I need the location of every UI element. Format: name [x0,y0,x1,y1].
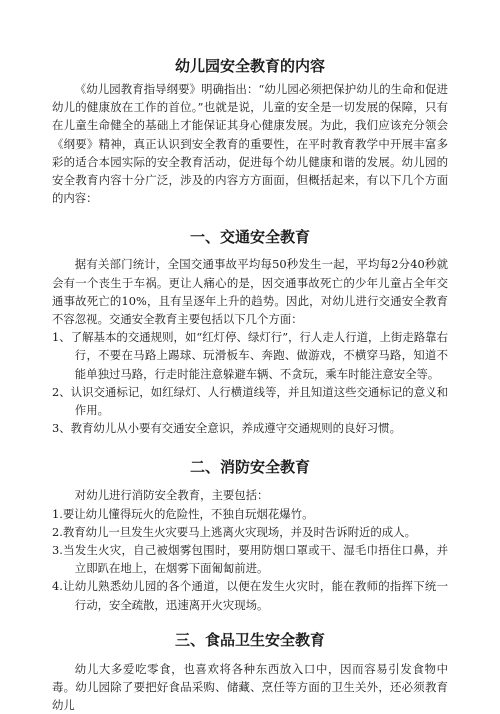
fire-list [52,505,448,614]
fire-intro-paragraph: 对幼儿进行消防安全教育，主要包括： [74,488,269,503]
traffic-intro-paragraph: 据有关部门统计，全国交通事故平均每50秒发生一起，平均每2分40秒就会有一个丧生于车祸。更让人痛心的是，因交通事故死亡的少年儿童占全年交通事故死亡的10%，且有呈逐年上升的趋势。因此，对幼儿进行交通安全教育不容忽视。交通安全教育主要包括以下几个方面： [52,257,448,327]
list-item: 2.教育幼儿一旦发生火灾要马上逃离火灾现场，并及时告诉附近的成人。 [52,524,416,539]
section-heading-food: 三、食品卫生安全教育 [174,630,325,649]
list-item: 3、教育幼儿从小要有交通安全意识，养成遵守交通规则的良好习惯。 [52,421,401,436]
list-item: 2、认识交通标记，如红绿灯、人行横道线等，并且知道这些交通标记的意义和作用。 [52,384,448,418]
list-item: 1.要让幼儿懂得玩火的危险性，不独自玩烟花爆竹。 [52,506,314,521]
document-title: 幼儿园安全教育的内容 [174,57,325,75]
list-item: 1、了解基本的交通规则，如“红灯停、绿灯行”，行人走人行道，上街走路靠右行，不要在马路上踢球、玩滑板车、奔跑、做游戏，不横穿马路，知道不能单独过马路，行走时能注意躲避车辆、不贪玩，乘车时能注意安全等。 [52,330,448,381]
intro-paragraph: 《幼儿园教育指导纲要》明确指出：“幼儿园必须把保护幼儿的生命和促进幼儿的健康放在工作的首位。”也就是说，儿童的安全是一切发展的保障，只有在儿童生命健全的基础上才能保证其身心健康发展。为此，我们应该充分领会《纲要》精神，真正认识到安全教育的重要性，在平时教育教学中开展丰富多彩的适合本园实际的安全教育活动，促进每个幼儿健康和谐的发展。幼儿园的安全教育内容十分广泛，涉及的内容方方面面，但概括起来，有以下几个方面的内容： [52,82,448,206]
section-heading-traffic: 一、交通安全教育 [189,228,310,247]
list-item: 3.当发生火灾，自己被烟雾包围时，要用防烟口罩或干、湿毛巾捂住口鼻，并立即趴在地上，在烟雾下面匍匐前进。 [52,543,448,576]
food-intro-paragraph: 幼儿大多爱吃零食，也喜欢将各种东西放入口中，因而容易引发食物中毒。幼儿园除了要把好食品采购、储藏、烹任等方面的卫生关外，还必须教育幼儿 [52,661,448,713]
list-item: 4.让幼儿熟悉幼儿园的各个通道，以便在发生火灾时，能在教师的指挥下统一行动，安全疏散，迅速离开火灾现场。 [52,579,448,612]
traffic-list [52,328,448,437]
section-heading-fire: 二、消防安全教育 [189,458,310,477]
